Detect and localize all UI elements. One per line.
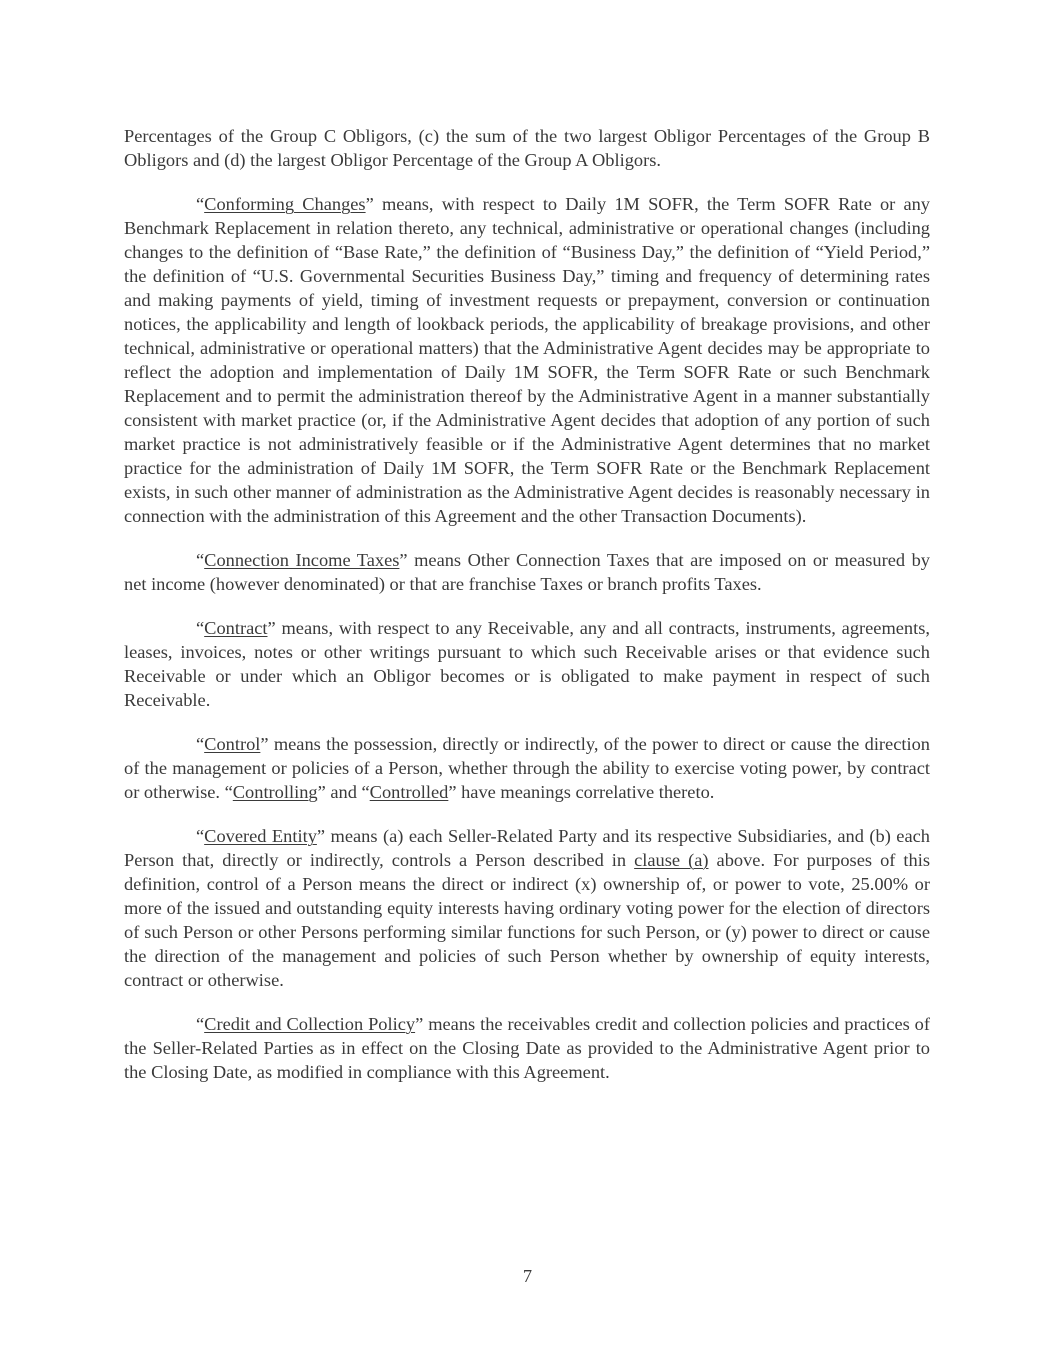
- open-quote: “: [196, 1014, 205, 1034]
- open-quote: “: [196, 618, 205, 638]
- definition-text: means, with respect to Daily 1M SOFR, the Term SOFR Rate or any Benchmark Replacement in relation thereto, any technical, administrative or operational changes (including changes to the definition of “Base Rate,” the definition of “Business Day,” the definition of “Yield Period,” the definition of “U.S. Governmental Securities Business Day,” timing and frequency of determining rates and making payments of yield, timing of investment requests or prepayment, conversion or continuation notices, the applicability and length of lookback periods, the applicability of breakage provisions, and other technical, administrative or operational matters) that the Administrative Agent decides may be appropriate to reflect the adoption and implementation of Daily 1M SOFR, the Term SOFR Rate or such Benchmark Replacement and to permit the administration thereof by the Administrative Agent in a manner substantially consistent with market practice (or, if the Administrative Agent decides that adoption of any portion of such market practice is not administratively feasible or if the Administrative Agent determines that no market practice for the administration of Daily 1M SOFR, the Term SOFR Rate or the Benchmark Replacement exists, in such other manner of administration as the Administrative Agent decides is reasonably necessary in connection with the administration of this Agreement and the other Transaction Documents).: [124, 194, 930, 526]
- open-quote: “: [196, 734, 205, 754]
- defined-term-controlling: Controlling: [232, 782, 318, 802]
- definition-text: means, with respect to any Receivable, any and all contracts, instruments, agreements, leases, invoices, notes or other writings pursuant to which such Receivable arises or that evidence such Receivable or under which an Obligor becomes or is obligated to make payment in respect of such Receivable.: [124, 618, 930, 710]
- defined-term: Covered Entity: [204, 826, 317, 846]
- defined-term: Control: [204, 734, 261, 754]
- defined-term-controlled: Controlled: [369, 782, 449, 802]
- definition-text: means the receivables credit and collection policies and practices of the Seller-Related Parties as in effect on the Closing Date as provided to the Administrative Agent prior to the Closing Date, as modified in compliance with this Agreement.: [124, 1014, 931, 1082]
- document-body: [124, 124, 930, 1104]
- definition-connection-income-taxes: [124, 548, 930, 596]
- page-number: 7: [522, 1266, 533, 1286]
- definition-control: [124, 732, 930, 804]
- defined-term: Credit and Collection Policy: [204, 1014, 416, 1034]
- close-quote: ”: [267, 618, 276, 638]
- definition-text: ” have meanings correlative thereto.: [448, 782, 715, 802]
- definition-text: above. For purposes of this definition, control of a Person means the direct or indirect (x) ownership of, or power to vote, 25.00% or more of the issued and outstanding equity interests having ordinary voting power for the election of directors of such Person or other Persons performing similar functions for such Person, or (y) power to direct or cause the direction of the management and policies of such Person whether by ownership of equity interests, contract or otherwise.: [124, 850, 930, 990]
- definition-conforming-changes: [124, 192, 930, 528]
- definition-text: ” and “: [317, 782, 370, 802]
- defined-term: Connection Income Taxes: [204, 550, 400, 570]
- close-quote: ”: [365, 194, 374, 214]
- close-quote: ”: [260, 734, 269, 754]
- open-quote: “: [196, 194, 205, 214]
- open-quote: “: [196, 826, 205, 846]
- defined-term: Contract: [204, 618, 268, 638]
- continuation-paragraph: [124, 124, 930, 172]
- definition-text: means the possession, directly or indirectly, of the power to direct or cause the direction of the management or policies of a Person, whether through the ability to exercise voting power, by contract or otherwise. “: [124, 734, 930, 802]
- close-quote: ”: [316, 826, 326, 846]
- defined-term: Conforming Changes: [204, 194, 366, 214]
- open-quote: “: [196, 550, 205, 570]
- definition-text: means (a) each Seller-Related Party and its respective Subsidiaries, and (b) each Person that, directly or indirectly, controls a Person described in: [124, 826, 930, 870]
- continuation-text: Percentages of the Group C Obligors, (c) the sum of the two largest Obligor Percentages of the Group B Obligors and (d) the largest Obligor Percentage of the Group A Obligors.: [124, 126, 930, 170]
- clause-reference: clause (a): [634, 850, 709, 870]
- close-quote: ”: [415, 1014, 424, 1034]
- definition-contract: [124, 616, 930, 712]
- definition-text: means Other Connection Taxes that are imposed on or measured by net income (however denominated) or that are franchise Taxes or branch profits Taxes.: [124, 550, 930, 594]
- definition-credit-and-collection-policy: [124, 1012, 930, 1084]
- definition-covered-entity: [124, 824, 930, 992]
- close-quote: ”: [399, 550, 408, 570]
